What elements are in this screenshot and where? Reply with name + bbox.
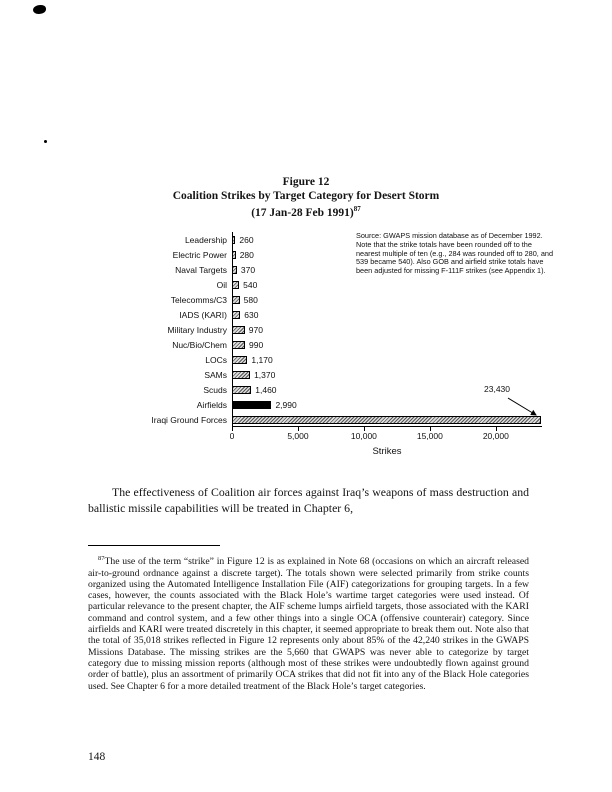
figure-title-line2: Coalition Strikes by Target Category for Desert Storm [172,189,440,202]
body-paragraph: The effectiveness of Coalition air forces against Iraq’s weapons of mass destruction and ballistic missile capabilities will be treated in Chapter 6, [88,485,529,515]
bar-category-label: Scuds [203,384,227,395]
bar-value-label: 260 [239,235,254,245]
axis-tick-label: 15,000 [416,431,443,441]
bar [232,326,245,334]
bar [232,311,240,319]
bar-track [232,367,542,382]
bar-category-label: Leadership [184,234,227,245]
bar [232,236,235,244]
bar-category-label: Electric Power [172,249,227,260]
bar [232,416,541,424]
bar-category-label: Airfields [196,399,227,410]
bar-value-label: 990 [249,340,264,350]
bar [232,251,236,259]
bar-row [88,262,542,277]
bar-track [232,412,542,427]
bar-value-label: 370 [240,265,256,275]
bar-row [88,292,542,307]
bar-row [88,322,542,337]
bar-value-label: 1,170 [251,355,273,365]
bar [232,356,247,364]
bar-row [88,352,542,367]
bar-row [88,367,542,382]
bar-row [88,232,542,247]
bar-track [232,247,542,262]
bar-category-label: Nuc/Bio/Chem [172,339,227,350]
bar-category-label: Military Industry [167,324,227,335]
x-axis [229,427,542,442]
bar-category-label: IADS (KARI) [179,309,227,320]
scan-artifact-blob [33,5,46,14]
axis-tick-label: 20,000 [482,431,509,441]
figure12-chart [88,232,554,457]
figure-title-line3 [0,203,612,220]
bar-value-label: 280 [239,250,254,260]
page-number: 148 [88,751,106,763]
scan-artifact-dot [44,140,47,143]
figure-title-line1: Figure 12 [282,176,330,188]
bar [232,386,251,394]
bar-track [232,232,542,247]
bar-value-label: 1,460 [255,385,277,395]
callout-value-label: 23,430 [484,384,510,394]
footnote-text: The use of the term “strike” in Figure 12 is as explained in Note 68 (occasions on which an aircraft released air-to-ground ordnance against a discrete target). The totals shown were selected primarily from strike counts organized using the Automated Intelligence Installation File (AIF) categorizations for grouping targets. In a few cases, however, the counts associated with the Black Hole’s wartime target categories were used instead. Of particular relevance to the present chapter, the AIF scheme lumps airfield targets, those associated with the KARI command and control system, and a few other things into a single OCA (offensive counterair) category. Since airfields and KARI were treated discretely in this chapter, it seemed appropriate to break them out. Note also that the total of 35,018 strikes reflected in Figure 12 represents only about 85% of the 42,240 strikes in the GWAPS Missions Database. The missing strikes are the 5,660 that GWAPS was never able to categorize by target category due to missing mission reports (although most of these strikes were undoubtedly flown against ground order of battle), plus an assortment of primarily OCA strikes that did not fit into any of the Black Hole categories used. See Chapter 6 for a more detailed treatment of the Black Hole’s target categories. [88,556,529,692]
bar-track [232,307,542,322]
bar-category-label: Naval Targets [175,264,227,275]
bar-category-label: Telecomms/C3 [170,294,227,305]
bar-track [232,292,542,307]
bar-row [88,247,542,262]
axis-tick-label: 5,000 [287,431,309,441]
x-axis-title: Strikes [372,446,402,457]
bar-track [232,337,542,352]
bar [232,281,239,289]
bar-category-label: Iraqi Ground Forces [151,414,227,425]
figure-title-date: (17 Jan-28 Feb 1991) [251,206,354,219]
bar-value-label: 630 [244,310,259,320]
bar-track [232,277,542,292]
footnote-marker: 87 [98,555,105,562]
figure-title-footnote-ref: 87 [353,205,361,213]
bar-track [232,352,542,367]
bar [232,401,271,409]
bar-row [88,397,542,412]
bar-category-label: Oil [216,279,227,290]
bar-value-label: 540 [243,280,258,290]
bar [232,341,245,349]
bar-row [88,337,542,352]
bar-track [232,322,542,337]
figure-title [0,176,612,220]
axis-tick-label: 10,000 [350,431,377,441]
body-text [88,484,529,516]
bar [232,266,237,274]
bar [232,296,240,304]
footnote [88,553,529,692]
bar-value-label: 2,990 [275,400,297,410]
bar-row [88,412,542,427]
bar-value-label: 1,370 [254,370,276,380]
chart-source-note: Source: GWAPS mission database as of December 1992. Note that the strike totals have been rounded off to the nearest multiple of ten (e.g., 284 was rounded off to 280, and 539 became 540). Also GOB and airfield strike totals have been adjusted for missing F-111F strikes (see Appendix 1). [356,231,554,276]
callout-arrow-icon [502,395,548,421]
bar-track [232,262,542,277]
bar-category-label: SAMs [204,369,227,380]
bar-row [88,382,542,397]
footnote-divider [88,545,220,546]
bar [232,371,250,379]
bar-category-label: LOCs [205,354,227,365]
bar-value-label: 580 [243,295,258,305]
bar-chart-rows [88,232,542,427]
axis-tick-label: 0 [229,431,235,441]
bar-track [232,397,542,412]
bar-row [88,277,542,292]
bar-row [88,307,542,322]
bar-value-label: 970 [248,325,263,335]
